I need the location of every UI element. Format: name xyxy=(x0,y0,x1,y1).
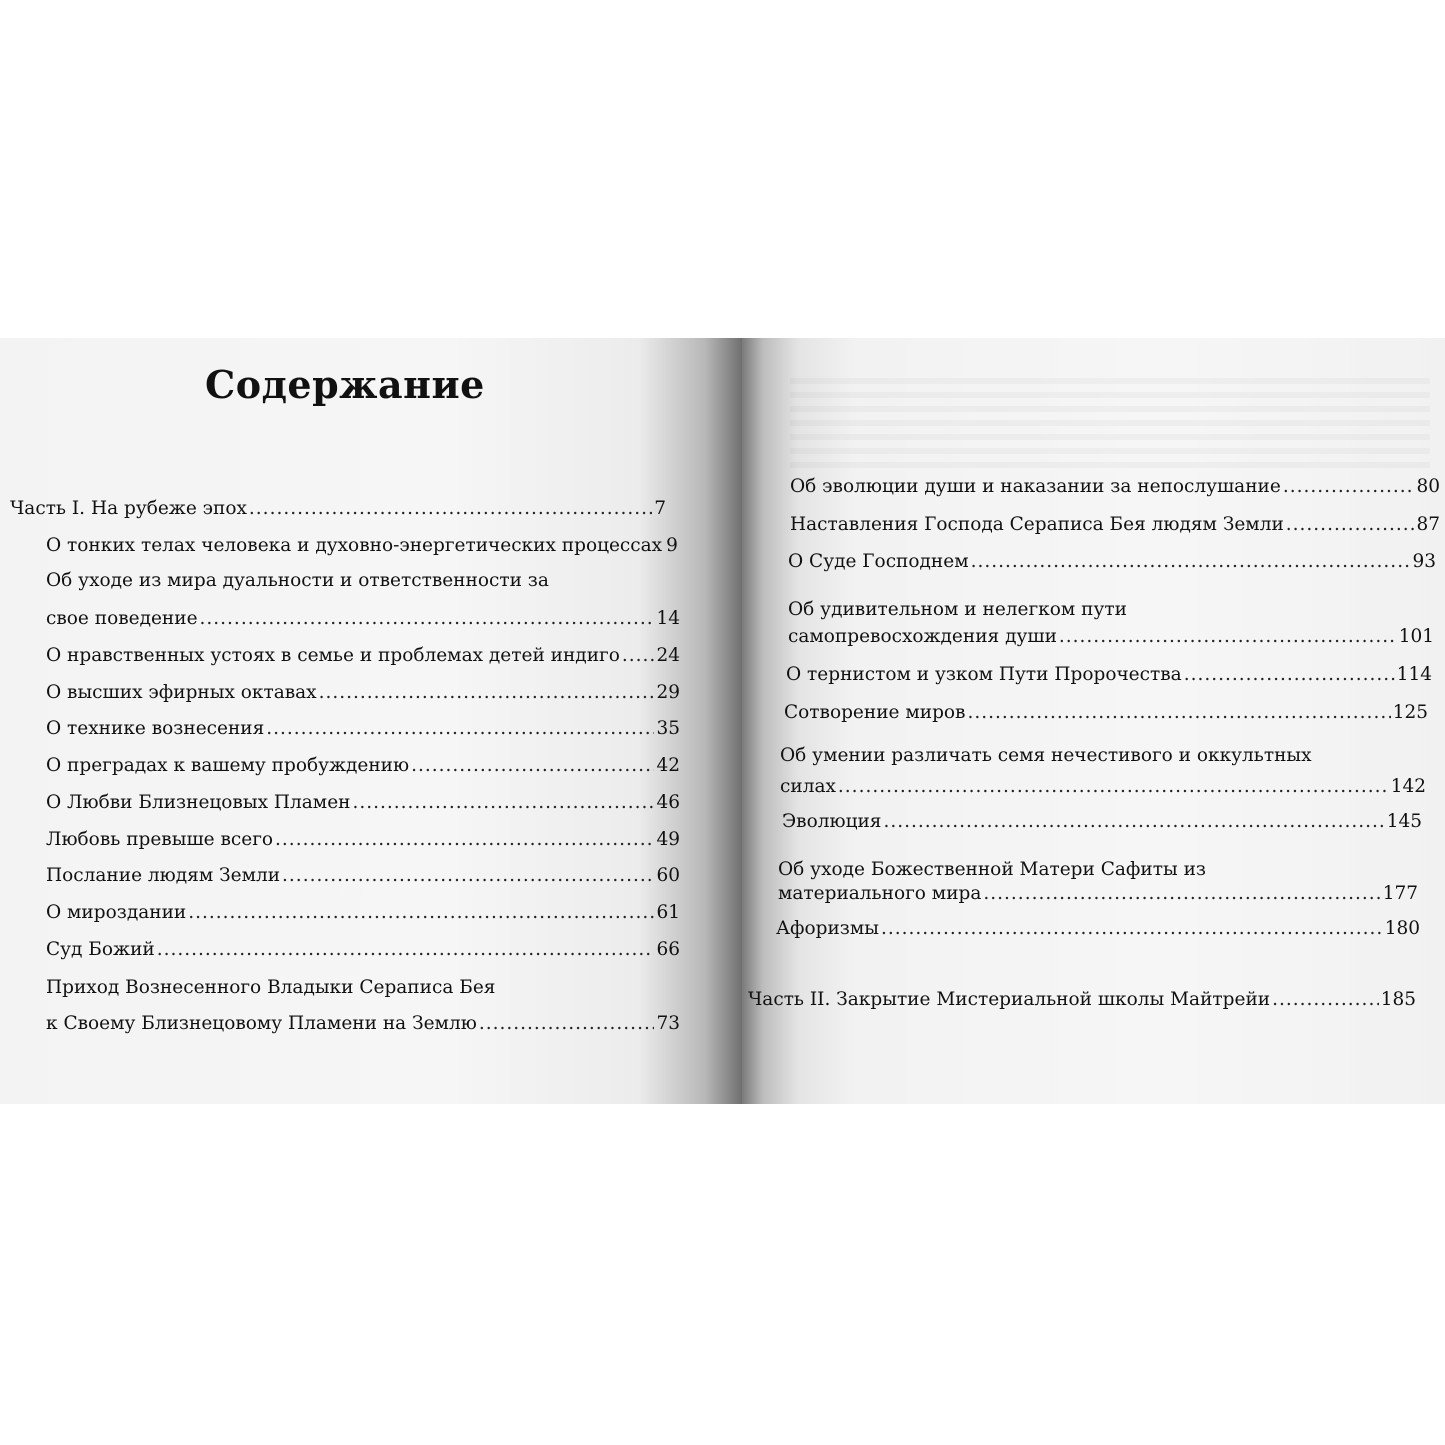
leader-dots xyxy=(1283,474,1415,500)
toc-entry xyxy=(780,774,1426,800)
toc-entry xyxy=(776,916,1420,942)
toc-entry xyxy=(46,533,676,559)
toc-entry-page: 61 xyxy=(656,902,680,923)
toc-part-2 xyxy=(748,987,1416,1013)
leader-dots xyxy=(249,496,652,522)
leader-dots xyxy=(622,643,655,669)
toc-entry-page: 9 xyxy=(666,535,678,556)
toc-entry xyxy=(784,700,1428,726)
toc-entry-page: 42 xyxy=(656,755,680,776)
toc-entry xyxy=(46,937,680,963)
leader-dots xyxy=(479,1011,655,1037)
toc-entry-title: Афоризмы xyxy=(776,918,880,939)
toc-entry-page: 177 xyxy=(1382,883,1418,904)
toc-entry-title-line1: Об удивительном и нелегком пути xyxy=(788,599,1127,620)
toc-entry-title: О преградах к вашему пробуждению xyxy=(46,755,410,776)
toc-entry xyxy=(790,474,1440,500)
toc-part-2-title: Часть II. Закрытие Мистериальной школы Майтрейи xyxy=(748,989,1271,1010)
toc-entry-page: 46 xyxy=(656,792,680,813)
toc-entry-page: 93 xyxy=(1412,551,1436,572)
toc-entry xyxy=(46,1011,680,1037)
toc-entry-page: 29 xyxy=(656,682,680,703)
leader-dots xyxy=(275,827,654,853)
leader-dots xyxy=(282,863,654,889)
toc-entry xyxy=(46,606,680,632)
leader-dots xyxy=(881,916,1383,942)
toc-entry-title-line1: Об уходе из мира дуальности и ответственности за xyxy=(46,570,549,591)
toc-entry-title: О технике вознесения xyxy=(46,718,265,739)
toc-entry-title: материального мира xyxy=(778,883,982,904)
toc-entry-page: 125 xyxy=(1392,702,1428,723)
bleed-through-text xyxy=(790,378,1430,468)
toc-entry-title: Об эволюции души и наказании за непослушание xyxy=(790,476,1281,497)
toc-entry xyxy=(46,643,680,669)
toc-entry-title: Любовь превыше всего xyxy=(46,829,274,850)
leader-dots xyxy=(266,716,654,742)
toc-entry-title: О Суде Господнем xyxy=(788,551,969,572)
leader-dots xyxy=(1184,662,1395,688)
toc-part-1-title: Часть I. На рубеже эпох xyxy=(10,498,247,519)
toc-entry-title: Суд Божий xyxy=(46,939,155,960)
toc-entry-page: 24 xyxy=(656,645,680,666)
toc-entry xyxy=(788,624,1434,650)
toc-entry xyxy=(782,809,1422,835)
toc-entry xyxy=(46,900,680,926)
toc-entry-title: О тернистом и узком Пути Пророчества xyxy=(786,664,1182,685)
toc-entry xyxy=(790,512,1440,538)
toc-entry xyxy=(786,662,1432,688)
toc-entry xyxy=(788,549,1436,575)
leader-dots xyxy=(1272,987,1379,1013)
toc-part-1 xyxy=(10,496,666,522)
leader-dots xyxy=(352,790,654,816)
toc-entry-title-line1: Об уходе Божественной Матери Сафиты из xyxy=(778,859,1206,880)
toc-entry-title-line1: Приход Вознесенного Владыки Сераписа Бея xyxy=(46,977,496,998)
toc-entry-title: О Любви Близнецовых Пламен xyxy=(46,792,351,813)
toc-part-1-page: 7 xyxy=(654,498,666,519)
toc-entry xyxy=(46,790,680,816)
toc-entry xyxy=(46,716,680,742)
toc-entry-title: Сотворение миров xyxy=(784,702,966,723)
toc-entry-page: 145 xyxy=(1386,811,1422,832)
toc-entry-page: 114 xyxy=(1396,664,1432,685)
toc-entry-title: О нравственных устоях в семье и проблемах детей индиго xyxy=(46,645,620,666)
toc-entry-title: силах xyxy=(780,776,836,797)
toc-entry-page: 87 xyxy=(1416,514,1440,535)
leader-dots xyxy=(971,549,1411,575)
toc-entry-page: 142 xyxy=(1390,776,1426,797)
toc-entry xyxy=(778,881,1418,907)
toc-entry-title: О мироздании xyxy=(46,902,187,923)
toc-entry-page: 14 xyxy=(656,608,680,629)
leader-dots xyxy=(200,606,655,632)
toc-entry-page: 35 xyxy=(656,718,680,739)
leader-dots xyxy=(983,881,1380,907)
toc-entry-page: 60 xyxy=(656,865,680,886)
leader-dots xyxy=(883,809,1384,835)
toc-entry xyxy=(46,753,680,779)
toc-entry-title: свое поведение xyxy=(46,608,198,629)
toc-entry-title: О высших эфирных октавах xyxy=(46,682,317,703)
toc-entry-title: самопревосхождения души xyxy=(788,626,1057,647)
toc-entry-title: О тонких телах человека и духовно-энергетических процессах xyxy=(46,535,663,556)
toc-entry xyxy=(46,827,680,853)
toc-entry-title-line1: Об умении различать семя нечестивого и оккультных xyxy=(780,745,1312,766)
leader-dots xyxy=(319,680,655,706)
toc-entry-page: 66 xyxy=(656,939,680,960)
toc-entry-page: 49 xyxy=(656,829,680,850)
toc-entry-title: Наставления Господа Сераписа Бея людям Земли xyxy=(790,514,1284,535)
leader-dots xyxy=(838,774,1389,800)
toc-entry-page: 80 xyxy=(1416,476,1440,497)
toc-part-2-page: 185 xyxy=(1380,989,1416,1010)
leader-dots xyxy=(411,753,654,779)
contents-title: Содержание xyxy=(205,362,485,407)
toc-entry-page: 180 xyxy=(1384,918,1420,939)
leader-dots xyxy=(157,937,655,963)
toc-entry xyxy=(46,863,680,889)
toc-entry-title: Послание людям Земли xyxy=(46,865,281,886)
leader-dots xyxy=(967,700,1390,726)
toc-entry-title: к Своему Близнецовому Пламени на Землю xyxy=(46,1013,477,1034)
toc-entry xyxy=(46,680,680,706)
toc-entry-title: Эволюция xyxy=(782,811,882,832)
leader-dots xyxy=(188,900,654,926)
toc-entry-page: 73 xyxy=(656,1013,680,1034)
leader-dots xyxy=(1059,624,1397,650)
toc-entry-page: 101 xyxy=(1398,626,1434,647)
leader-dots xyxy=(1286,512,1415,538)
